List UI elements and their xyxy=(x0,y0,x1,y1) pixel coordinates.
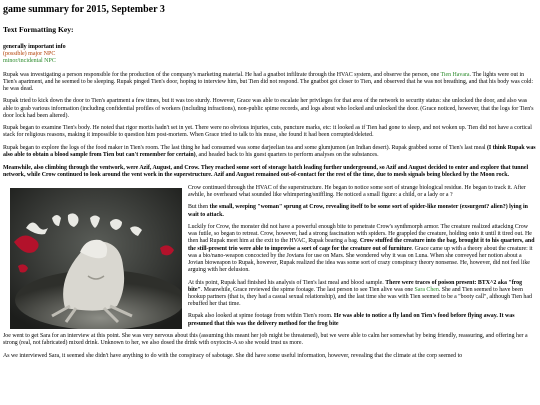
text: At this point, Rupak had finished his analysis of Tien's last meal and blood sample. xyxy=(188,279,386,286)
key-minor-npc: minor/incidental NPC xyxy=(3,58,56,65)
paragraph-12: As we interviewed Sara, it seemed she didn't have anything to do with the conspiracy of sabotage. She did have some useful information, however, revealing that the climate at the corp seemed to xyxy=(3,353,463,360)
text: Luckily for Crow, the monster did not have a powerful enough bite to penetrate Crow's synthmorph armor. The creature realized attacking Crow was futile, so began to retreat. Crow, however, had a strong fascination with spiders. He grappled the creature, holding onto it until it tired out. He then had Rupak meet him at the exit to the HVAC, Rupak bearing a bag. xyxy=(188,224,532,245)
important-text: Crow stuffed the creature into the bag, brought it to his quarters, and the still-present trio were able to improvise a sort of cage for the creature out of furniture xyxy=(188,238,535,252)
text: . She and Tien seemed to have been hookup partners (that is, they had a casual sexual relationship), and the last time she was with Tien seemed to be a "booty call", although Tien had rebuffed her that time. xyxy=(188,286,532,307)
important-text: (I think Rupak was also able to obtain a blood sample from Tien but can't remember for certain) xyxy=(3,145,536,159)
text: Rupak was investigating a person responsible for the production of the company's marketing material. He had a gnatbot infiltrate through the HVAC system, and observe the person, one xyxy=(3,71,441,78)
key-major-npc: (possible) major NPC xyxy=(3,51,56,58)
paragraph-11: Joe went to get Sara for an interview at this point. She was very nervous about this (assuming this meant her job might be threatened), but we were able to calm her somewhat by being friendly, reassuring, and offering her a strong (real, not fabricated) mixed drink. Unknown to her, we also dosed the drink with oxytocin-A so she would trust us more. xyxy=(3,333,528,347)
text: Rupak began to explore the logs of the food maker in Tien's room. The last thing he had consumed was some darjeelian tea and some glumjumon (an Indian desert). Rupak grabbed some of Tien's last meal xyxy=(3,145,487,152)
npc-link-sara[interactable]: Sara Chen xyxy=(414,286,439,293)
paragraph-3: Rupak began to examine Tien's body. He noted that rigor mortis hadn't set in yet. There were no obvious injuries, cuts, puncture marks, etc: it looked as if Tien had gone to sleep, and not woken up. Tien did not have a cortical stack for religious reasons, making it impossible to question him post-mortem. When Grace tried to talk to his muse, she found it had been corrupted/deleted. xyxy=(3,125,532,139)
text: But then xyxy=(188,204,210,211)
key-important: generally important info xyxy=(3,44,66,50)
paragraph-6: Crow continued through the HVAC of the superstructure. He began to notice some sort of strange biological residue. He began to track it. After awhile, he overheard what sounded like whimpering/sniffling. He noticed a small figure: a child, or a lady or a ? xyxy=(188,184,526,198)
text: Rupak also looked at spime footage from within Tien's room. xyxy=(188,313,334,320)
formatting-key xyxy=(3,44,537,66)
paragraph-5 xyxy=(3,165,537,179)
key-heading: Text Formatting Key: xyxy=(3,25,74,34)
text: . Meanwhile, Grace reviewed the spime footage. The last person to see Tien alive was one xyxy=(200,286,415,293)
paragraph-4 xyxy=(3,145,537,159)
page-title: game summary for 2015, September 3 xyxy=(3,4,165,15)
important-text: There were traces of poison present: BTX^2 aka "frog bite" xyxy=(188,279,523,293)
important-text: the small, weeping "woman" sprung at Crow, revealing itself to be some sort of spider-like monster (exsurgent? alien?) lying in wait to attack. xyxy=(188,204,528,218)
text: . The lights were out in Tien's apartment, and he seemed to be sleeping. Rupak pinged Tien's door, hoping to interview him, but Tien did not respond. The gnatbot got closer to Tien, and observed that he was not breathing, and that his body was cold: he was dead. xyxy=(3,71,534,92)
important-text: He was able to notice a fly land on Tien's food before flying away. It was presumed that this was the delivery method for the frog bite xyxy=(188,313,515,327)
text: . Grace came up with a theory about the creature: it was a bio/nano-weapon concocted by the Jovians for use on Mars. She wondered why it was on Luna. When she conveyed her notion about a Jovian bioweapon to Rupak, however, Rupak realized the idea was some sort of crazy conspiracy theory nonsense. He, however, did not feel like arguing with her delusion. xyxy=(188,245,533,273)
paragraph-1 xyxy=(3,72,537,93)
text: , and headed back to his guest quarters to perform analyses on the substances. xyxy=(195,152,379,159)
npc-link-tien[interactable]: Tien Havara xyxy=(440,71,470,78)
important-text: Meanwhile, also climbing through the ventwork, were Azif, August, and Crow. They reached some sort of storage hatch leading further underground, so Azif and August decided to enter and explore that tunnel network, while Crow continued to look around the vent work in the superstructure. Azif and August remained out-of-contact for the rest of the time, due to mesh signals being blocked by the Moon rock. xyxy=(3,164,529,179)
paragraph-2: Rupak tried to kick down the door to Tien's apartment a few times, but it was too sturdy. However, Grace was able to escalate her privileges for that area of the network to security status: she unlocked the door, and also was able to grab various information (including confidential profiles of workers (including infractions), non-public spime records, and logs about who locked and unlocked the door. (Grace noticed, however, that the logs for Tien's door lock had been altered). xyxy=(3,98,534,119)
creature-illustration xyxy=(10,188,182,329)
